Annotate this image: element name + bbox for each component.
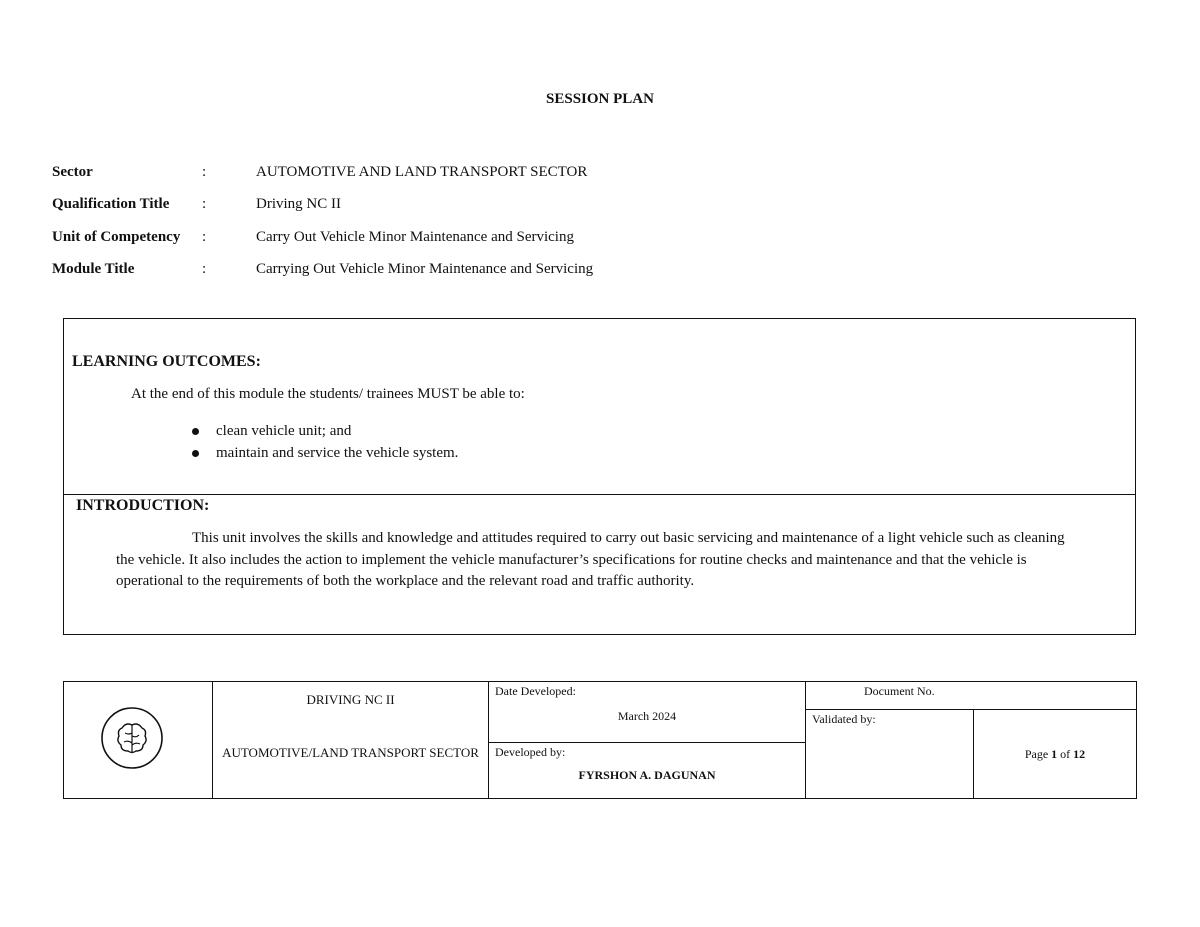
validated-by-label: Validated by:	[812, 712, 876, 727]
brain-icon	[100, 706, 164, 770]
meta-value: AUTOMOTIVE AND LAND TRANSPORT SECTOR	[256, 163, 588, 180]
meta-row-unit	[52, 221, 593, 254]
learning-outcomes-list	[192, 420, 458, 464]
meta-colon: :	[202, 261, 207, 278]
divider	[64, 494, 1135, 495]
meta-label: Sector	[52, 163, 93, 180]
learning-outcomes-heading: LEARNING OUTCOMES:	[72, 353, 261, 370]
developed-by-value: FYRSHON A. DAGUNAN	[578, 767, 716, 782]
meta-colon: :	[202, 228, 207, 245]
meta-row-sector	[52, 156, 593, 189]
meta-value: Carry Out Vehicle Minor Maintenance and Servicing	[256, 228, 574, 245]
bullet-icon	[192, 428, 199, 435]
introduction-heading: INTRODUCTION:	[76, 497, 210, 514]
list-item-text: clean vehicle unit; and	[216, 422, 352, 439]
meta-label: Unit of Competency	[52, 228, 181, 245]
date-developed-label: Date Developed:	[495, 684, 576, 698]
page-of: of	[1060, 746, 1071, 761]
meta-row-module	[52, 254, 593, 287]
meta-label: Module Title	[52, 261, 135, 278]
page-total: 12	[1073, 746, 1086, 761]
list-item	[192, 442, 458, 464]
developed-by-label: Developed by:	[495, 744, 566, 759]
sector-name: AUTOMOTIVE/LAND TRANSPORT SECTOR	[222, 745, 479, 760]
page-number-cell	[974, 710, 1137, 799]
page-current: 1	[1051, 746, 1058, 761]
session-metadata	[52, 156, 593, 286]
introduction-text: This unit involves the skills and knowledge and attitudes required to carry out basic servicing and maintenance of a light vehicle such as cleaning the vehicle. It also includes the action to implement the vehicle manufacturer’s specifications for routine checks and maintenance and that the vehicle is operational to the requirements of both the workplace and the relevant road and traffic authority.	[116, 530, 1065, 589]
meta-row-qualification	[52, 189, 593, 222]
developed-by-cell	[489, 742, 806, 799]
meta-value: Carrying Out Vehicle Minor Maintenance and Servicing	[256, 261, 594, 278]
meta-value: Driving NC II	[256, 196, 341, 213]
bullet-icon	[192, 450, 199, 457]
date-developed-cell	[489, 682, 806, 743]
page-title: SESSION PLAN	[546, 91, 654, 107]
meta-colon: :	[202, 196, 207, 213]
list-item	[192, 420, 458, 442]
document-footer	[63, 681, 1137, 799]
page-prefix: Page	[1024, 746, 1049, 761]
qualification-name: DRIVING NC II	[306, 692, 395, 707]
list-item-text: maintain and service the vehicle system.	[216, 444, 459, 461]
outcomes-introduction-box	[63, 318, 1136, 635]
learning-outcomes-intro: At the end of this module the students/ trainees MUST be able to:	[131, 386, 525, 402]
sector-cell	[213, 682, 489, 799]
logo-cell	[64, 682, 213, 799]
meta-label: Qualification Title	[52, 196, 170, 213]
validated-by-cell	[806, 710, 974, 799]
document-number-label: Document No.	[864, 684, 935, 698]
meta-colon: :	[202, 163, 207, 180]
document-number-cell	[806, 682, 1137, 710]
date-developed-value: March 2024	[617, 709, 677, 723]
